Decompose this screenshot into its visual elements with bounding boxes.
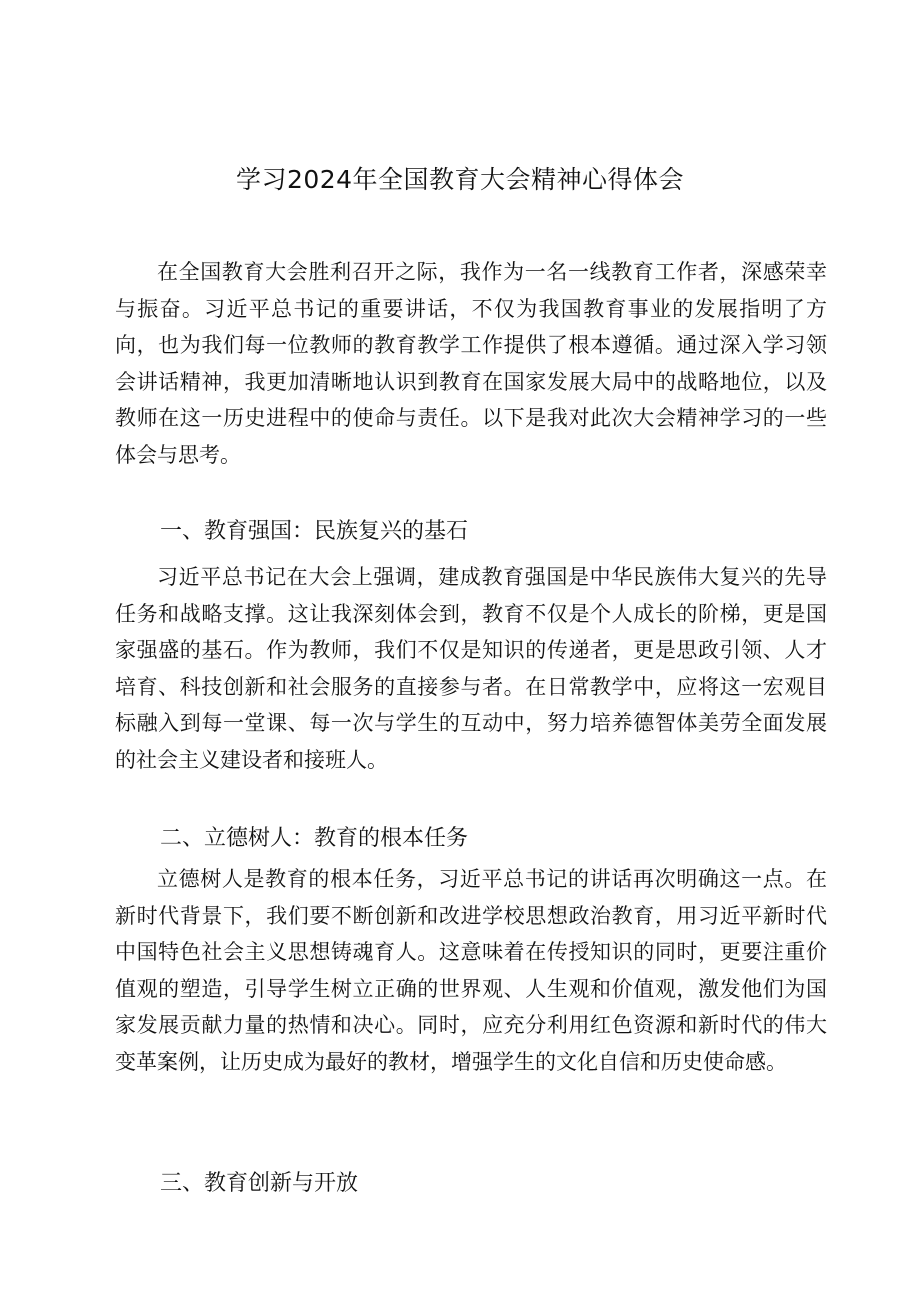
section-paragraph-2: 立德树人是教育的根本任务，习近平总书记的讲话再次明确这一点。在新时代背景下，我们要不断创新和改进学校思想政治教育，用习近平新时代中国特色社会主义思想铸魂育人。这意味着在传授知识的同时，更要注重价值观的塑造，引导学生树立正确的世界观、人生观和价值观，激发他们为国家发展贡献力量的热情和决心。同时，应充分利用红色资源和新时代的伟大变革案例，让历史成为最好的教材，增强学生的文化自信和历史使命感。 [115, 867, 827, 1074]
section-heading-2: 二、立德树人：教育的根本任务 [160, 826, 469, 851]
intro-paragraph: 在全国教育大会胜利召开之际，我作为一名一线教育工作者，深感荣幸与振奋。习近平总书记的重要讲话，不仅为我国教育事业的发展指明了方向，也为我们每一位教师的教育教学工作提供了根本遵循。通过深入学习领会讲话精神，我更加清晰地认识到教育在国家发展大局中的战略地位，以及教师在这一历史进程中的使命与责任。以下是我对此次大会精神学习的一些体会与思考。 [115, 260, 827, 467]
document-title: 学习2024年全国教育大会精神心得体会 [235, 165, 685, 194]
section-paragraph-1: 习近平总书记在大会上强调，建成教育强国是中华民族伟大复兴的先导任务和战略支撑。这让我深刻体会到，教育不仅是个人成长的阶梯，更是国家强盛的基石。作为教师，我们不仅是知识的传递者，更是思政引领、人才培育、科技创新和社会服务的直接参与者。在日常教学中，应将这一宏观目标融入到每一堂课、每一次与学生的互动中，努力培养德智体美劳全面发展的社会主义建设者和接班人。 [115, 565, 827, 772]
section-heading-3: 三、教育创新与开放 [160, 1171, 359, 1196]
section-heading-1: 一、教育强国：民族复兴的基石 [160, 519, 469, 544]
